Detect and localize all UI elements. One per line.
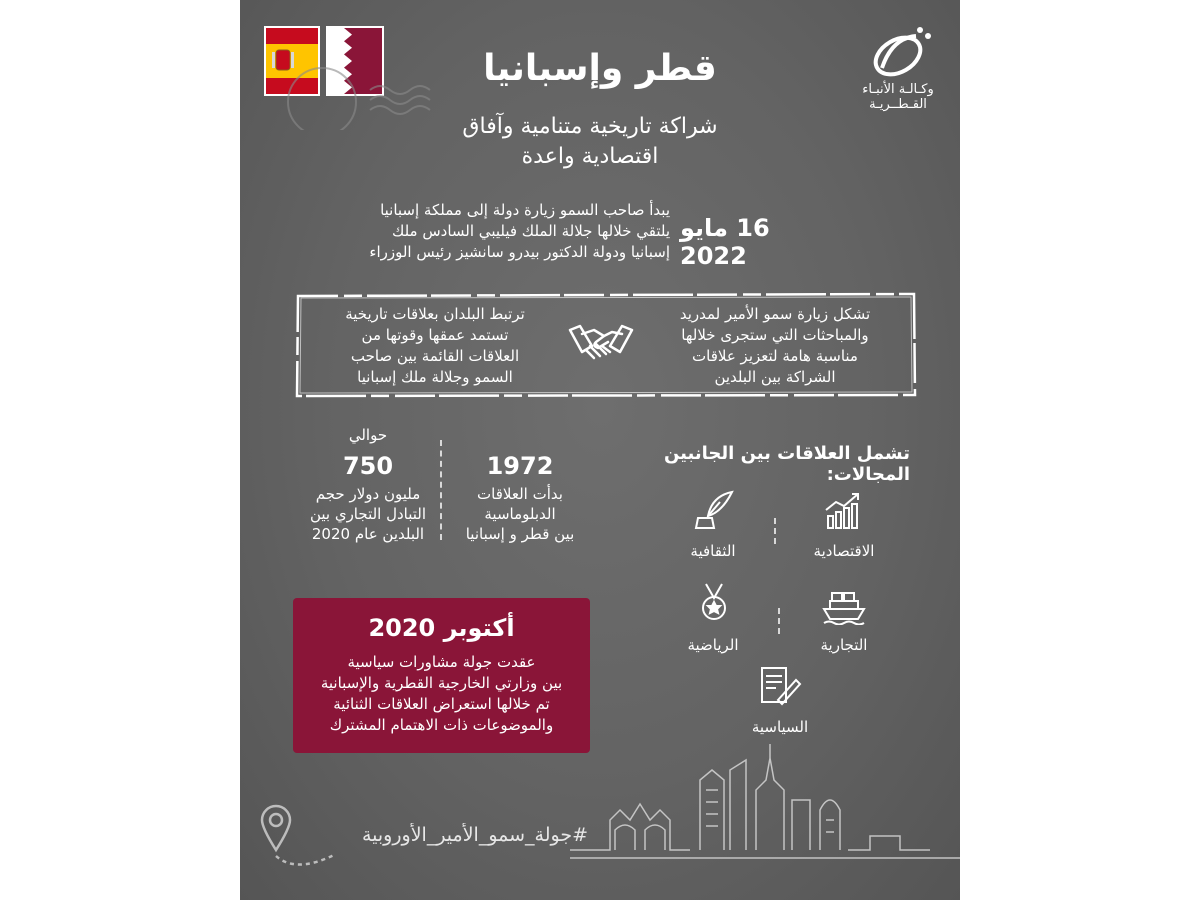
trade-line: البلدين عام 2020 bbox=[311, 525, 425, 543]
infographic-poster bbox=[240, 0, 960, 900]
trade-line: التبادل التجاري بين bbox=[309, 505, 427, 523]
frame-left-line: ترتبط البلدان بعلاقات تاريخية bbox=[345, 305, 525, 323]
field-economic-label: الاقتصادية bbox=[813, 542, 875, 560]
ship-icon bbox=[822, 585, 866, 625]
visit-intro-line: يلتقي خلالها جلالة الملك فيليبي السادس ملك bbox=[391, 222, 670, 240]
frame-right-line: والمباحثات التي ستجرى خلالها bbox=[681, 326, 869, 344]
frame-left-text bbox=[320, 304, 550, 388]
page-subtitle bbox=[420, 112, 760, 172]
field-cultural-label: الثقافية bbox=[690, 542, 736, 560]
subtitle-line-1: شراكة تاريخية متنامية وآفاق bbox=[462, 114, 718, 139]
frame-right-line: مناسبة هامة لتعزيز علاقات bbox=[692, 347, 858, 365]
field-sports-label: الرياضية bbox=[687, 636, 739, 654]
diplomatic-line: بدأت العلاقات bbox=[477, 485, 563, 503]
frame-left-line: العلاقات القائمة بين صاحب bbox=[350, 347, 520, 365]
qna-logo-icon bbox=[868, 22, 932, 80]
page-title: قطر وإسبانيا bbox=[483, 48, 717, 89]
october-title: أكتوبر 2020 bbox=[368, 614, 515, 642]
location-pin-icon bbox=[254, 800, 334, 880]
october-line: عقدت جولة مشاورات سياسية bbox=[347, 653, 536, 671]
trade-value: 750 bbox=[342, 452, 394, 480]
frame-left-line: السمو وجلالة ملك إسبانيا bbox=[357, 368, 513, 386]
footer-hashtag: #جولة_سمو_الأمير_الأوروبية bbox=[361, 824, 589, 846]
trade-prefix: حوالي bbox=[348, 426, 388, 444]
diplomatic-year: 1972 bbox=[486, 452, 554, 480]
field-trade-label: التجارية bbox=[820, 636, 868, 654]
visit-intro bbox=[350, 200, 670, 263]
visit-intro-line: إسبانيا ودولة الدكتور بيدرو سانشيز رئيس الوزراء bbox=[369, 243, 670, 261]
visit-intro-line: يبدأ صاحب السمو زيارة دولة إلى مملكة إسبانيا bbox=[380, 201, 670, 219]
frame-left-line: تستمد عمقها وقوتها من bbox=[361, 326, 509, 344]
logo-line-1: وكـالـة الأنبـاء bbox=[862, 82, 934, 97]
subtitle-line-2: اقتصادية واعدة bbox=[521, 144, 659, 169]
frame-right-text bbox=[655, 304, 895, 388]
diplomatic-description bbox=[440, 484, 600, 544]
diplomatic-line: الدبلوماسية bbox=[484, 505, 556, 523]
fields-title: تشمل العلاقات بين الجانبين المجالات: bbox=[663, 443, 910, 485]
quill-icon bbox=[692, 490, 736, 530]
field-political-label: السياسية bbox=[751, 718, 809, 736]
trade-line: مليون دولار حجم bbox=[315, 485, 421, 503]
frame-right-line: تشكل زيارة سمو الأمير لمدريد bbox=[679, 305, 871, 323]
october-line: تم خلالها استعراض العلاقات الثنائية bbox=[333, 695, 550, 713]
trade-description bbox=[278, 484, 458, 544]
october-text bbox=[303, 652, 580, 736]
october-line: والموضوعات ذات الاهتمام المشترك bbox=[329, 716, 554, 734]
madrid-skyline-illustration bbox=[570, 740, 960, 900]
chart-icon bbox=[822, 490, 866, 530]
logo-caption bbox=[858, 82, 938, 112]
fields-divider bbox=[778, 608, 780, 634]
logo-line-2: القـطــريـة bbox=[869, 97, 927, 112]
visit-date: 16 مايو 2022 bbox=[680, 214, 770, 270]
handshake-icon bbox=[568, 316, 634, 372]
frame-right-line: الشراكة بين البلدين bbox=[714, 368, 836, 386]
document-icon bbox=[758, 666, 802, 706]
diplomatic-line: بين قطر و إسبانيا bbox=[465, 525, 575, 543]
october-line: بين وزارتي الخارجية القطرية والإسبانية bbox=[320, 674, 563, 692]
fields-divider bbox=[774, 518, 776, 544]
medal-icon bbox=[692, 582, 736, 622]
qatar-flag bbox=[326, 26, 384, 96]
